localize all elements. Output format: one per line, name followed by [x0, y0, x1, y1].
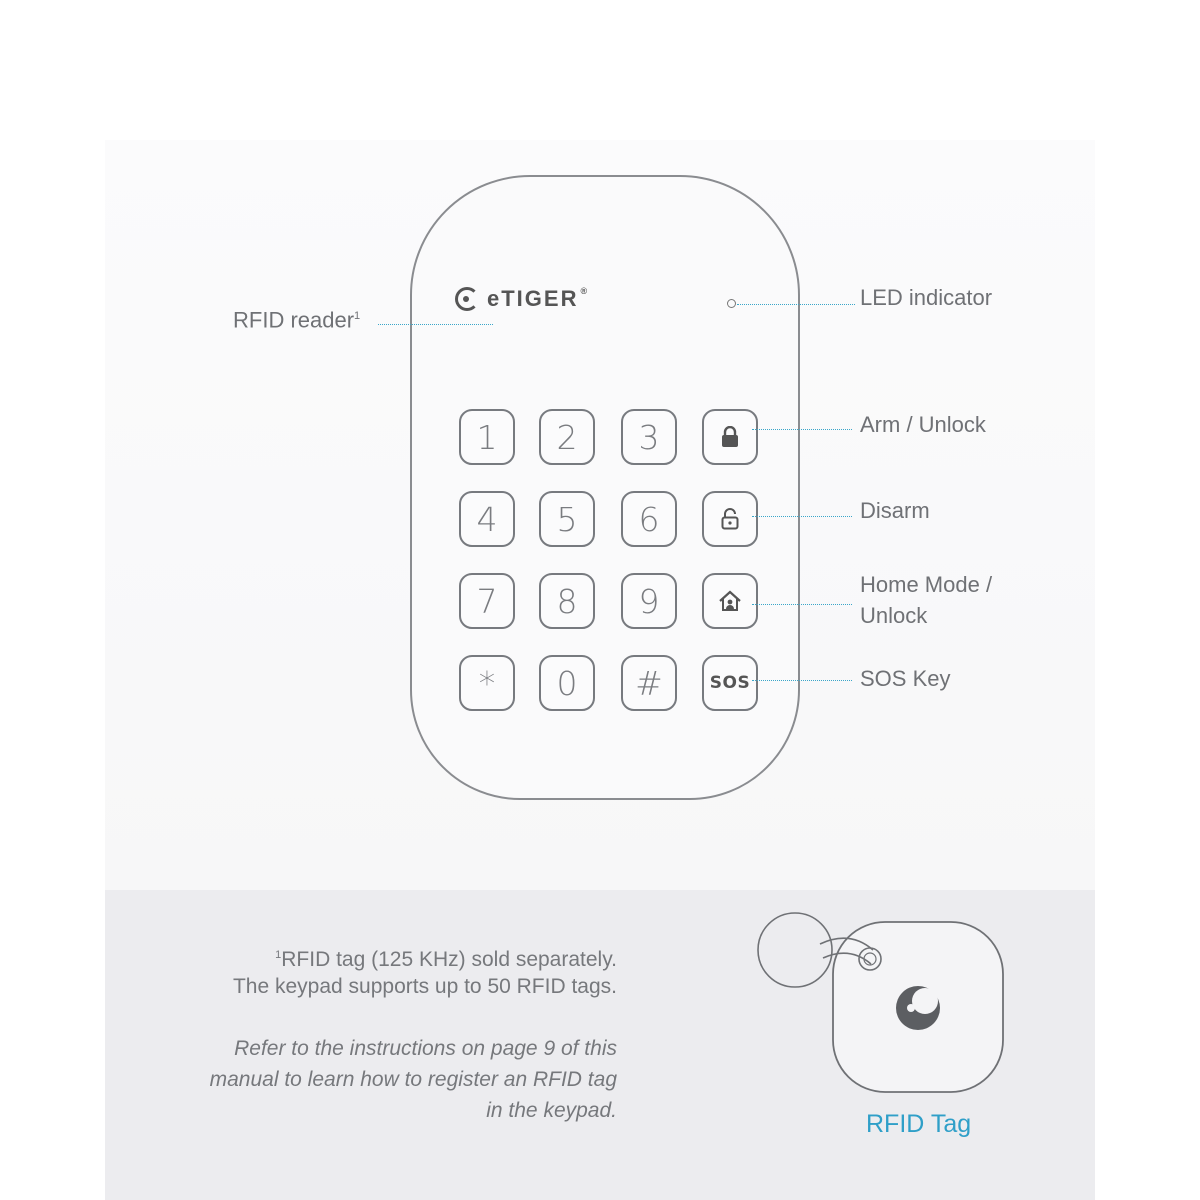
lock-icon [720, 426, 740, 448]
rfid-reader-line [378, 324, 493, 325]
arm-unlock-label: Arm / Unlock [860, 412, 986, 437]
rfid-reader-footnote-mark: 1 [354, 310, 361, 322]
led-line [737, 304, 855, 305]
home-mode-label-line1: Home Mode / [860, 572, 993, 597]
key-7[interactable]: 7 [459, 573, 515, 629]
led-indicator-icon [727, 299, 736, 308]
key-4[interactable]: 4 [459, 491, 515, 547]
instructions-line1: Refer to the instructions on page 9 of this [234, 1037, 617, 1060]
home-mode-label-line2: Unlock [860, 603, 928, 628]
logo-text: eTIGER [487, 286, 579, 311]
footnote-text1: RFID tag (125 KHz) sold separately. [281, 948, 617, 971]
key-hash[interactable]: # [621, 655, 677, 711]
key-3[interactable]: 3 [621, 409, 677, 465]
etiger-logo [455, 286, 589, 312]
footnote-line1 [275, 940, 617, 975]
sos-key[interactable]: SOS [702, 655, 758, 711]
rfid-tag-illustration [745, 900, 1015, 1100]
rfid-tag-caption: RFID Tag [866, 1110, 972, 1138]
disarm-key[interactable] [702, 491, 758, 547]
home-mode-line [752, 604, 852, 605]
key-6[interactable]: 6 [621, 491, 677, 547]
sos-key-label: SOS Key [860, 666, 951, 691]
unlock-icon [720, 508, 740, 530]
sos-line [752, 680, 852, 681]
footnote-mark: 1 [275, 949, 282, 961]
key-0[interactable]: 0 [539, 655, 595, 711]
key-5[interactable]: 5 [539, 491, 595, 547]
tiger-logo-icon [896, 986, 940, 1030]
rfid-reader-label [233, 301, 360, 335]
key-1[interactable]: 1 [459, 409, 515, 465]
tiger-logo-icon [455, 287, 479, 311]
disarm-line [752, 516, 852, 517]
home-icon [718, 590, 742, 612]
arm-key[interactable] [702, 409, 758, 465]
instructions-line3: in the keypad. [486, 1099, 617, 1122]
key-2[interactable]: 2 [539, 409, 595, 465]
disarm-label: Disarm [860, 498, 930, 523]
instructions-line2: manual to learn how to register an RFID tag [209, 1068, 617, 1091]
led-indicator-label: LED indicator [860, 285, 993, 310]
home-mode-key[interactable] [702, 573, 758, 629]
registered-mark: ® [580, 286, 590, 296]
arm-line [752, 429, 852, 430]
key-9[interactable]: 9 [621, 573, 677, 629]
footnote-line2: The keypad supports up to 50 RFID tags. [232, 975, 617, 998]
key-8[interactable]: 8 [539, 573, 595, 629]
key-ring-icon [758, 913, 832, 987]
rfid-reader-text: RFID reader [233, 307, 355, 333]
key-star[interactable]: * [459, 655, 515, 711]
